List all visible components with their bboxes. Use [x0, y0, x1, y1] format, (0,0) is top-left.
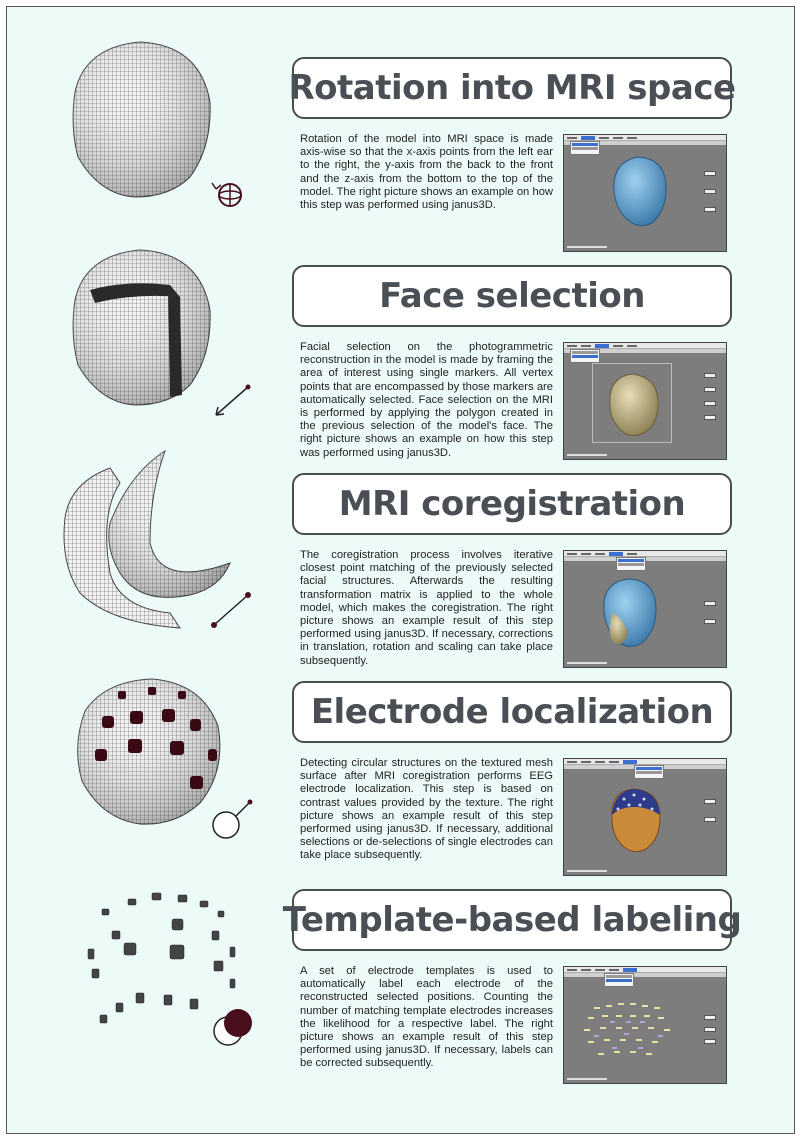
section-description: A set of electrode templates is used to automatically label each electrode of the reconstructed selected positions. Counting the number of matching template electrodes increases the likelihood for a respective label. The right picture shows an example result of this step performed using janus3D. If necessary, labels can be corrected subsequently. — [300, 965, 553, 1070]
rotation-icon — [210, 175, 250, 215]
section-labeling — [0, 839, 801, 1070]
section-title-box — [292, 681, 732, 743]
section-title-box — [292, 473, 732, 535]
section-rotation — [0, 7, 801, 215]
section-title: Rotation into MRI space — [288, 68, 736, 108]
screenshot-labeling — [563, 966, 727, 1084]
section-electrode-localization — [0, 631, 801, 862]
section-title: Template-based labeling — [282, 900, 742, 940]
section-description: Detecting circular structures on the textured mesh surface after MRI coregistration performs EEG electrode localization. This step is based on contrast values provided by the texture. The right picture shows an example result of this step performed using janus3D. If necessary, additional selections or de-selections of single electrodes can take place subsequently. — [300, 757, 553, 862]
section-description: Rotation of the model into MRI space is made axis-wise so that the x-axis points from the left ear to the right, the y-axis from the back to the front and the z-axis from the bottom to the top of the model. The right picture shows an example on how this step was performed using janus3D. — [300, 133, 553, 212]
filled-circle-icon — [208, 1005, 258, 1049]
section-description: The coregistration process involves iterative closest point matching of the previously selected facial structures. Afterwards the resulting transformation matrix is applied to the whole model, which makes the coregistration. The right picture shows an example result of this step performed using janus3D. If necessary, corrections in translation, rotation and scaling can take place subsequently. — [300, 549, 553, 667]
section-coregistration — [0, 423, 801, 667]
section-face-selection — [0, 215, 801, 459]
circle-magnifier-icon — [208, 797, 256, 843]
line-segment-icon — [208, 589, 254, 631]
section-description: Facial selection on the photogrammetric reconstruction in the model is made by framing the area of interest using single markers. All vertex points that are encompassed by those markers are automatically selected. Face selection on the MRI is performed by applying the polygon created in the previous selection of the model's face. The right picture shows an example on how this step was performed using janus3D. — [300, 341, 553, 459]
section-title-box — [292, 265, 732, 327]
section-title-box — [282, 889, 742, 951]
line-select-icon — [210, 381, 254, 421]
labeled-points-model — [574, 997, 694, 1067]
section-title: Electrode localization — [310, 692, 714, 732]
section-title-box — [288, 57, 736, 119]
section-title: Face selection — [379, 276, 645, 316]
section-title: MRI coregistration — [338, 484, 686, 524]
